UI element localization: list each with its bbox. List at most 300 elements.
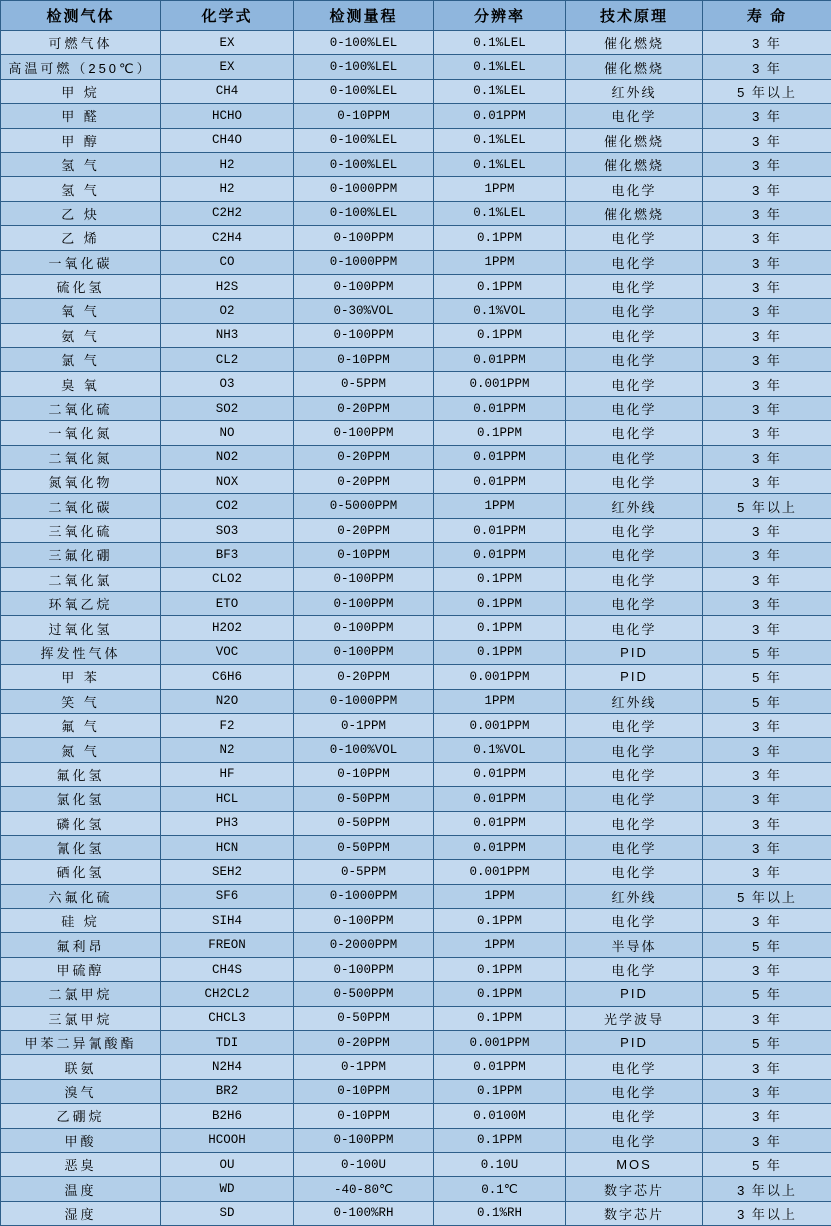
cell-formula: OU xyxy=(161,1152,294,1176)
cell-principle: 电化学 xyxy=(566,250,703,274)
cell-formula: SD xyxy=(161,1201,294,1225)
cell-principle: 电化学 xyxy=(566,787,703,811)
cell-gas: 甲 苯 xyxy=(1,665,161,689)
table-row xyxy=(1,762,831,786)
cell-resolution: 0.01PPM xyxy=(434,396,566,420)
table-row xyxy=(1,1055,831,1079)
cell-formula: H2 xyxy=(161,152,294,176)
cell-resolution: 0.001PPM xyxy=(434,860,566,884)
cell-resolution: 1PPM xyxy=(434,494,566,518)
cell-resolution: 0.1PPM xyxy=(434,226,566,250)
table-row xyxy=(1,372,831,396)
cell-resolution: 0.1%LEL xyxy=(434,31,566,55)
cell-formula: B2H6 xyxy=(161,1104,294,1128)
cell-gas: 氮氧化物 xyxy=(1,470,161,494)
cell-gas: 过氧化氢 xyxy=(1,616,161,640)
table-row xyxy=(1,1079,831,1103)
cell-resolution: 0.1PPM xyxy=(434,323,566,347)
cell-formula: C6H6 xyxy=(161,665,294,689)
cell-life: 3 年 xyxy=(703,762,831,786)
cell-resolution: 0.1%VOL xyxy=(434,738,566,762)
cell-life: 3 年 xyxy=(703,616,831,640)
cell-formula: SEH2 xyxy=(161,860,294,884)
cell-life: 3 年 xyxy=(703,299,831,323)
cell-formula: NH3 xyxy=(161,323,294,347)
cell-life: 3 年 xyxy=(703,177,831,201)
cell-formula: HCL xyxy=(161,787,294,811)
table-row xyxy=(1,1128,831,1152)
cell-range: 0-20PPM xyxy=(294,665,434,689)
cell-range: 0-50PPM xyxy=(294,811,434,835)
cell-principle: 电化学 xyxy=(566,348,703,372)
cell-formula: WD xyxy=(161,1177,294,1201)
cell-resolution: 0.1%LEL xyxy=(434,128,566,152)
cell-gas: 氧 气 xyxy=(1,299,161,323)
table-header-row xyxy=(1,1,831,31)
cell-life: 3 年 xyxy=(703,226,831,250)
cell-resolution: 0.1PPM xyxy=(434,982,566,1006)
table-row xyxy=(1,31,831,55)
cell-range: 0-100PPM xyxy=(294,226,434,250)
table-row xyxy=(1,201,831,225)
cell-resolution: 1PPM xyxy=(434,933,566,957)
cell-formula: H2 xyxy=(161,177,294,201)
cell-formula: H2S xyxy=(161,274,294,298)
cell-gas: 湿度 xyxy=(1,1201,161,1225)
cell-range: -40-80℃ xyxy=(294,1177,434,1201)
cell-range: 0-10PPM xyxy=(294,543,434,567)
table-row xyxy=(1,494,831,518)
cell-principle: 电化学 xyxy=(566,299,703,323)
cell-gas: 甲硫醇 xyxy=(1,957,161,981)
cell-principle: 电化学 xyxy=(566,323,703,347)
table-row xyxy=(1,1177,831,1201)
cell-gas: 硅 烷 xyxy=(1,909,161,933)
table-row xyxy=(1,274,831,298)
cell-principle: 电化学 xyxy=(566,616,703,640)
cell-life: 3 年 xyxy=(703,1104,831,1128)
cell-resolution: 0.01PPM xyxy=(434,104,566,128)
cell-resolution: 1PPM xyxy=(434,250,566,274)
cell-gas: 高温可燃（250℃） xyxy=(1,55,161,79)
cell-gas: 溴气 xyxy=(1,1079,161,1103)
cell-resolution: 0.1PPM xyxy=(434,591,566,615)
table-row xyxy=(1,957,831,981)
cell-range: 0-100PPM xyxy=(294,616,434,640)
cell-range: 0-10PPM xyxy=(294,762,434,786)
cell-formula: N2H4 xyxy=(161,1055,294,1079)
table-row xyxy=(1,470,831,494)
cell-formula: NO2 xyxy=(161,445,294,469)
cell-life: 3 年 xyxy=(703,274,831,298)
cell-principle: 电化学 xyxy=(566,470,703,494)
table-row xyxy=(1,860,831,884)
cell-principle: 电化学 xyxy=(566,421,703,445)
cell-formula: SF6 xyxy=(161,884,294,908)
cell-gas: 温度 xyxy=(1,1177,161,1201)
cell-range: 0-100%LEL xyxy=(294,79,434,103)
cell-resolution: 0.01PPM xyxy=(434,348,566,372)
table-row xyxy=(1,250,831,274)
table-row xyxy=(1,323,831,347)
cell-gas: 磷化氢 xyxy=(1,811,161,835)
cell-gas: 恶臭 xyxy=(1,1152,161,1176)
table-row xyxy=(1,689,831,713)
cell-formula: C2H4 xyxy=(161,226,294,250)
cell-formula: F2 xyxy=(161,713,294,737)
table-row xyxy=(1,421,831,445)
cell-life: 3 年以上 xyxy=(703,1177,831,1201)
cell-life: 5 年以上 xyxy=(703,884,831,908)
cell-life: 3 年 xyxy=(703,396,831,420)
cell-range: 0-5PPM xyxy=(294,860,434,884)
cell-principle: PID xyxy=(566,665,703,689)
cell-resolution: 0.01PPM xyxy=(434,470,566,494)
cell-life: 3 年 xyxy=(703,152,831,176)
cell-formula: HCN xyxy=(161,835,294,859)
cell-life: 5 年以上 xyxy=(703,79,831,103)
cell-resolution: 1PPM xyxy=(434,177,566,201)
cell-range: 0-100%LEL xyxy=(294,55,434,79)
cell-resolution: 0.0100M xyxy=(434,1104,566,1128)
cell-principle: 电化学 xyxy=(566,909,703,933)
cell-range: 0-50PPM xyxy=(294,787,434,811)
cell-life: 3 年 xyxy=(703,787,831,811)
cell-gas: 氯 气 xyxy=(1,348,161,372)
cell-formula: CO xyxy=(161,250,294,274)
cell-resolution: 0.1℃ xyxy=(434,1177,566,1201)
cell-principle: PID xyxy=(566,640,703,664)
table-header xyxy=(1,1,831,31)
cell-range: 0-100U xyxy=(294,1152,434,1176)
cell-principle: 电化学 xyxy=(566,591,703,615)
cell-life: 3 年 xyxy=(703,811,831,835)
cell-life: 3 年 xyxy=(703,104,831,128)
cell-gas: 氢 气 xyxy=(1,152,161,176)
table-body xyxy=(1,31,831,1226)
table-row xyxy=(1,738,831,762)
table-row xyxy=(1,591,831,615)
cell-formula: FREON xyxy=(161,933,294,957)
cell-principle: 电化学 xyxy=(566,1104,703,1128)
cell-gas: 甲 醛 xyxy=(1,104,161,128)
cell-range: 0-100%LEL xyxy=(294,152,434,176)
cell-formula: HCHO xyxy=(161,104,294,128)
cell-range: 0-20PPM xyxy=(294,1031,434,1055)
cell-gas: 甲 烷 xyxy=(1,79,161,103)
cell-range: 0-100PPM xyxy=(294,957,434,981)
table-row xyxy=(1,348,831,372)
cell-life: 3 年 xyxy=(703,445,831,469)
cell-life: 5 年 xyxy=(703,1031,831,1055)
cell-formula: BR2 xyxy=(161,1079,294,1103)
cell-resolution: 0.01PPM xyxy=(434,543,566,567)
cell-life: 3 年 xyxy=(703,470,831,494)
cell-formula: VOC xyxy=(161,640,294,664)
cell-principle: 电化学 xyxy=(566,1079,703,1103)
column-header-resolution: 分辨率 xyxy=(434,1,566,31)
table-row xyxy=(1,811,831,835)
cell-principle: 电化学 xyxy=(566,518,703,542)
cell-life: 5 年 xyxy=(703,689,831,713)
cell-life: 3 年 xyxy=(703,348,831,372)
cell-gas: 二氧化氯 xyxy=(1,567,161,591)
cell-formula: NOX xyxy=(161,470,294,494)
table-row xyxy=(1,55,831,79)
cell-range: 0-20PPM xyxy=(294,470,434,494)
cell-gas: 臭 氧 xyxy=(1,372,161,396)
table-row xyxy=(1,909,831,933)
cell-resolution: 0.01PPM xyxy=(434,787,566,811)
cell-principle: 电化学 xyxy=(566,860,703,884)
cell-gas: 氢 气 xyxy=(1,177,161,201)
cell-life: 3 年以上 xyxy=(703,1201,831,1225)
cell-life: 3 年 xyxy=(703,1079,831,1103)
cell-life: 3 年 xyxy=(703,860,831,884)
cell-range: 0-10PPM xyxy=(294,348,434,372)
table-row xyxy=(1,567,831,591)
cell-gas: 一氧化氮 xyxy=(1,421,161,445)
cell-formula: O2 xyxy=(161,299,294,323)
cell-resolution: 0.1PPM xyxy=(434,567,566,591)
cell-gas: 甲 醇 xyxy=(1,128,161,152)
cell-formula: N2O xyxy=(161,689,294,713)
cell-gas: 氟 气 xyxy=(1,713,161,737)
cell-formula: CH4S xyxy=(161,957,294,981)
cell-resolution: 0.1%LEL xyxy=(434,201,566,225)
cell-resolution: 0.1%LEL xyxy=(434,55,566,79)
cell-formula: EX xyxy=(161,55,294,79)
cell-resolution: 1PPM xyxy=(434,884,566,908)
cell-resolution: 0.01PPM xyxy=(434,811,566,835)
cell-range: 0-50PPM xyxy=(294,1006,434,1030)
cell-range: 0-100PPM xyxy=(294,640,434,664)
cell-formula: ETO xyxy=(161,591,294,615)
cell-gas: 二氧化硫 xyxy=(1,396,161,420)
table-row xyxy=(1,518,831,542)
cell-life: 5 年 xyxy=(703,982,831,1006)
cell-resolution: 0.1PPM xyxy=(434,640,566,664)
cell-range: 0-50PPM xyxy=(294,835,434,859)
cell-resolution: 0.1PPM xyxy=(434,957,566,981)
cell-resolution: 0.1PPM xyxy=(434,421,566,445)
table-row xyxy=(1,616,831,640)
cell-life: 3 年 xyxy=(703,567,831,591)
cell-life: 3 年 xyxy=(703,55,831,79)
cell-gas: 三氯甲烷 xyxy=(1,1006,161,1030)
cell-gas: 挥发性气体 xyxy=(1,640,161,664)
cell-principle: MOS xyxy=(566,1152,703,1176)
cell-gas: 环氧乙烷 xyxy=(1,591,161,615)
cell-life: 3 年 xyxy=(703,421,831,445)
table-row xyxy=(1,226,831,250)
cell-resolution: 0.10U xyxy=(434,1152,566,1176)
cell-resolution: 0.1PPM xyxy=(434,274,566,298)
table-row xyxy=(1,933,831,957)
cell-principle: 催化燃烧 xyxy=(566,152,703,176)
cell-range: 0-500PPM xyxy=(294,982,434,1006)
table-row xyxy=(1,128,831,152)
cell-range: 0-5PPM xyxy=(294,372,434,396)
cell-range: 0-20PPM xyxy=(294,445,434,469)
cell-range: 0-1PPM xyxy=(294,713,434,737)
cell-principle: 电化学 xyxy=(566,104,703,128)
cell-range: 0-100PPM xyxy=(294,591,434,615)
cell-gas: 乙 烯 xyxy=(1,226,161,250)
cell-life: 3 年 xyxy=(703,835,831,859)
cell-gas: 硫化氢 xyxy=(1,274,161,298)
cell-resolution: 0.01PPM xyxy=(434,518,566,542)
cell-range: 0-100PPM xyxy=(294,567,434,591)
table-row xyxy=(1,884,831,908)
cell-principle: 电化学 xyxy=(566,811,703,835)
cell-principle: 电化学 xyxy=(566,567,703,591)
table-row xyxy=(1,104,831,128)
cell-principle: 红外线 xyxy=(566,79,703,103)
cell-formula: CL2 xyxy=(161,348,294,372)
cell-gas: 氯化氢 xyxy=(1,787,161,811)
table-row xyxy=(1,299,831,323)
cell-principle: 电化学 xyxy=(566,738,703,762)
cell-resolution: 0.001PPM xyxy=(434,665,566,689)
cell-gas: 氟利昂 xyxy=(1,933,161,957)
cell-gas: 笑 气 xyxy=(1,689,161,713)
cell-resolution: 0.1%RH xyxy=(434,1201,566,1225)
cell-range: 0-1000PPM xyxy=(294,689,434,713)
cell-principle: 光学波导 xyxy=(566,1006,703,1030)
cell-principle: 电化学 xyxy=(566,957,703,981)
cell-range: 0-100%LEL xyxy=(294,128,434,152)
cell-resolution: 0.001PPM xyxy=(434,713,566,737)
cell-range: 0-100%VOL xyxy=(294,738,434,762)
cell-life: 5 年 xyxy=(703,665,831,689)
cell-gas: 氟化氢 xyxy=(1,762,161,786)
cell-life: 3 年 xyxy=(703,1006,831,1030)
cell-principle: 电化学 xyxy=(566,372,703,396)
cell-range: 0-100%LEL xyxy=(294,201,434,225)
cell-formula: CLO2 xyxy=(161,567,294,591)
cell-gas: 二氯甲烷 xyxy=(1,982,161,1006)
cell-principle: 电化学 xyxy=(566,1055,703,1079)
cell-principle: 电化学 xyxy=(566,445,703,469)
cell-formula: PH3 xyxy=(161,811,294,835)
cell-range: 0-100PPM xyxy=(294,421,434,445)
cell-formula: SO3 xyxy=(161,518,294,542)
cell-range: 0-1000PPM xyxy=(294,177,434,201)
cell-range: 0-100PPM xyxy=(294,274,434,298)
table-row xyxy=(1,1031,831,1055)
cell-life: 5 年 xyxy=(703,933,831,957)
cell-formula: HF xyxy=(161,762,294,786)
cell-range: 0-10PPM xyxy=(294,1079,434,1103)
cell-range: 0-10PPM xyxy=(294,1104,434,1128)
cell-principle: 电化学 xyxy=(566,274,703,298)
cell-range: 0-2000PPM xyxy=(294,933,434,957)
cell-life: 3 年 xyxy=(703,713,831,737)
cell-range: 0-20PPM xyxy=(294,396,434,420)
cell-resolution: 0.1PPM xyxy=(434,1006,566,1030)
column-header-formula: 化学式 xyxy=(161,1,294,31)
cell-formula: BF3 xyxy=(161,543,294,567)
cell-life: 3 年 xyxy=(703,128,831,152)
table-row xyxy=(1,1201,831,1225)
cell-principle: 催化燃烧 xyxy=(566,55,703,79)
cell-gas: 三氧化硫 xyxy=(1,518,161,542)
table-row xyxy=(1,79,831,103)
cell-gas: 六氟化硫 xyxy=(1,884,161,908)
cell-range: 0-100PPM xyxy=(294,323,434,347)
cell-gas: 三氟化硼 xyxy=(1,543,161,567)
cell-life: 5 年 xyxy=(703,1152,831,1176)
cell-principle: 数字芯片 xyxy=(566,1201,703,1225)
cell-gas: 乙硼烷 xyxy=(1,1104,161,1128)
table-row xyxy=(1,787,831,811)
cell-principle: 催化燃烧 xyxy=(566,128,703,152)
cell-life: 3 年 xyxy=(703,591,831,615)
column-header-range: 检测量程 xyxy=(294,1,434,31)
cell-formula: H2O2 xyxy=(161,616,294,640)
cell-gas: 甲酸 xyxy=(1,1128,161,1152)
cell-gas: 联氨 xyxy=(1,1055,161,1079)
table-row xyxy=(1,640,831,664)
cell-gas: 可燃气体 xyxy=(1,31,161,55)
cell-resolution: 0.1%LEL xyxy=(434,79,566,103)
cell-life: 5 年 xyxy=(703,640,831,664)
cell-range: 0-10PPM xyxy=(294,104,434,128)
cell-principle: 电化学 xyxy=(566,226,703,250)
cell-life: 3 年 xyxy=(703,323,831,347)
cell-resolution: 0.01PPM xyxy=(434,762,566,786)
cell-formula: EX xyxy=(161,31,294,55)
cell-gas: 乙 炔 xyxy=(1,201,161,225)
cell-formula: O3 xyxy=(161,372,294,396)
cell-resolution: 0.001PPM xyxy=(434,1031,566,1055)
cell-range: 0-20PPM xyxy=(294,518,434,542)
cell-gas: 二氧化碳 xyxy=(1,494,161,518)
cell-life: 3 年 xyxy=(703,518,831,542)
cell-life: 3 年 xyxy=(703,1128,831,1152)
cell-formula: CO2 xyxy=(161,494,294,518)
cell-principle: PID xyxy=(566,1031,703,1055)
table-row xyxy=(1,713,831,737)
cell-life: 3 年 xyxy=(703,250,831,274)
cell-resolution: 0.1PPM xyxy=(434,616,566,640)
cell-resolution: 0.1PPM xyxy=(434,1079,566,1103)
cell-resolution: 0.1%LEL xyxy=(434,152,566,176)
column-header-life: 寿 命 xyxy=(703,1,831,31)
cell-formula: C2H2 xyxy=(161,201,294,225)
cell-principle: 电化学 xyxy=(566,396,703,420)
cell-range: 0-100PPM xyxy=(294,909,434,933)
cell-range: 0-5000PPM xyxy=(294,494,434,518)
table-row xyxy=(1,1104,831,1128)
cell-formula: N2 xyxy=(161,738,294,762)
cell-principle: 电化学 xyxy=(566,762,703,786)
table-row xyxy=(1,982,831,1006)
cell-formula: NO xyxy=(161,421,294,445)
cell-range: 0-100%RH xyxy=(294,1201,434,1225)
cell-formula: TDI xyxy=(161,1031,294,1055)
table-row xyxy=(1,1152,831,1176)
cell-life: 3 年 xyxy=(703,201,831,225)
cell-range: 0-100PPM xyxy=(294,1128,434,1152)
cell-formula: HCOOH xyxy=(161,1128,294,1152)
cell-formula: SO2 xyxy=(161,396,294,420)
cell-life: 3 年 xyxy=(703,372,831,396)
cell-formula: CHCL3 xyxy=(161,1006,294,1030)
cell-formula: CH4 xyxy=(161,79,294,103)
cell-principle: 红外线 xyxy=(566,494,703,518)
